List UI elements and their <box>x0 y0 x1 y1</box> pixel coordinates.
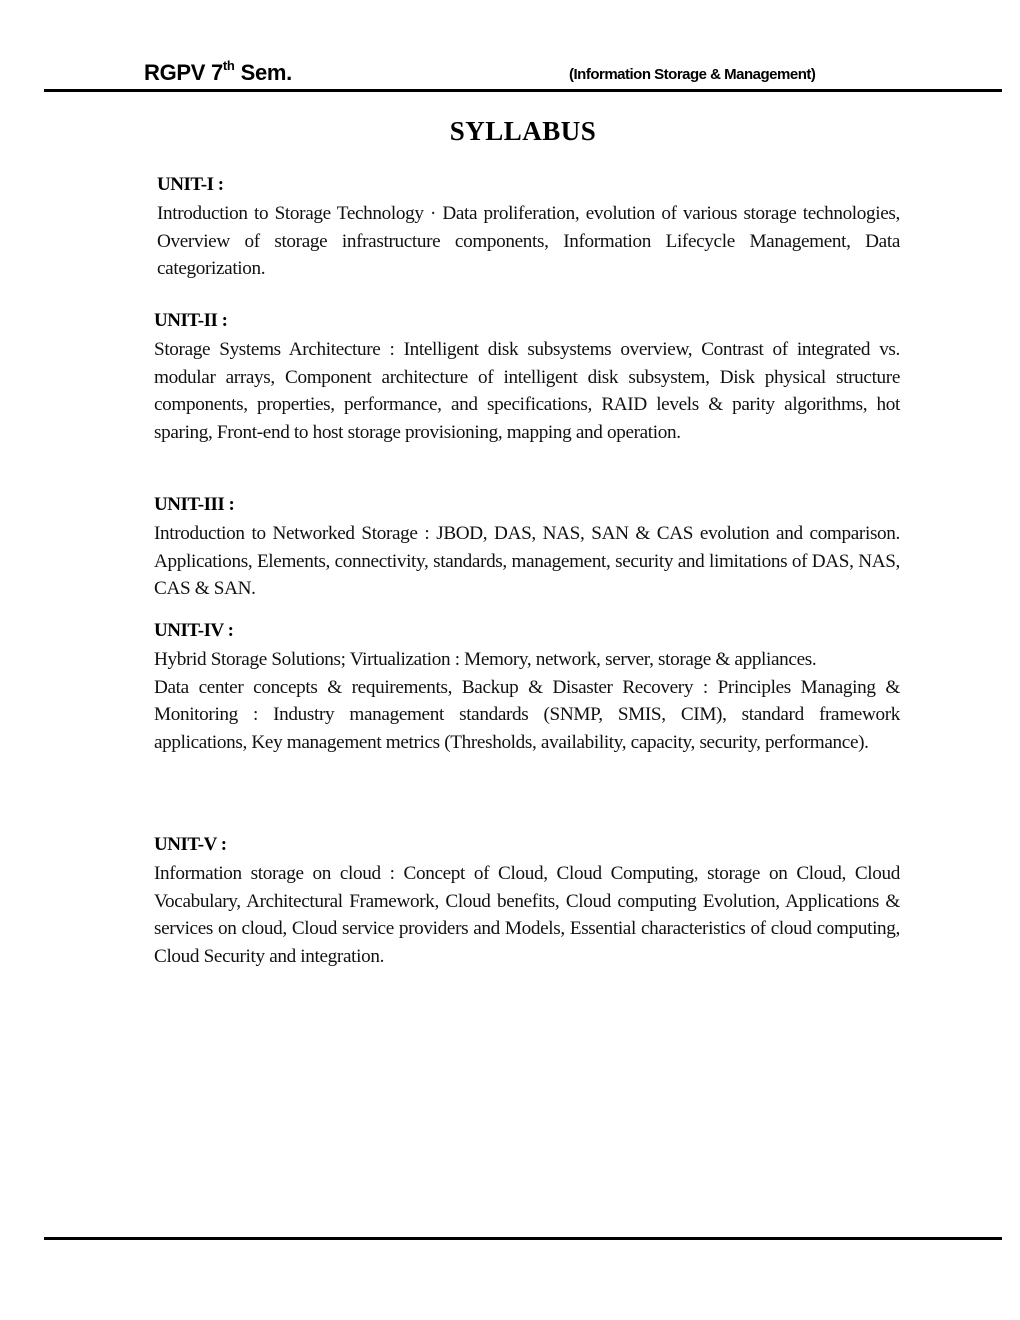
course-superscript: th <box>222 58 235 73</box>
course-prefix: RGPV 7 <box>144 60 223 85</box>
unit-description: Data center concepts & requirements, Backup & Disaster Recovery : Principles Managing & Monitoring : Industry management standards (SNMP, SMIS, CIM), standard framework applications, Key management metrics (Thresholds, availability, capacity, security, performance). <box>154 676 900 753</box>
header-divider <box>44 89 1002 92</box>
unit-description: Hybrid Storage Solutions; Virtualization : Memory, network, server, storage & appliances. <box>154 649 817 670</box>
footer-divider <box>44 1237 1002 1240</box>
unit-description: Information storage on cloud : Concept of Cloud, Cloud Computing, storage on Cloud, Cloud Vocabulary, Architectural Framework, Cloud benefits, Cloud computing Evolution, Applications & services on cloud, Cloud service providers and Models, Essential characteristics of cloud computing, Cloud Security and integration. <box>154 863 900 967</box>
unit-5 <box>154 830 900 970</box>
unit-description: Introduction to Storage Technology · Data proliferation, evolution of various storage technologies, Overview of storage infrastructure components, Information Lifecycle Management, Data categorization. <box>157 203 900 279</box>
unit-2 <box>154 306 900 446</box>
unit-4 <box>154 616 900 756</box>
unit-heading: UNIT-III : <box>154 494 235 515</box>
unit-3 <box>154 490 900 603</box>
unit-heading: UNIT-V : <box>154 834 227 855</box>
unit-description: Storage Systems Architecture : Intelligent disk subsystems overview, Contrast of integrated vs. modular arrays, Component architecture of intelligent disk subsystem, Disk physical structure components, properties, performance, and specifications, RAID levels & parity algorithms, hot sparing, Front-end to host storage provisioning, mapping and operation. <box>154 339 900 443</box>
unit-heading: UNIT-IV : <box>154 620 234 641</box>
unit-heading: UNIT-II : <box>154 310 228 331</box>
course-suffix: Sem. <box>240 60 292 85</box>
subject-label: (Information Storage & Management) <box>569 66 816 83</box>
page-title: SYLLABUS <box>449 116 597 146</box>
unit-heading: UNIT-I : <box>157 174 224 195</box>
unit-1 <box>157 170 900 283</box>
page-header <box>44 52 1002 92</box>
unit-description: Introduction to Networked Storage : JBOD, DAS, NAS, SAN & CAS evolution and comparison. Applications, Elements, connectivity, standards, management, security and limitations of DAS, NAS, CAS & SAN. <box>154 523 900 599</box>
course-label <box>144 58 292 86</box>
